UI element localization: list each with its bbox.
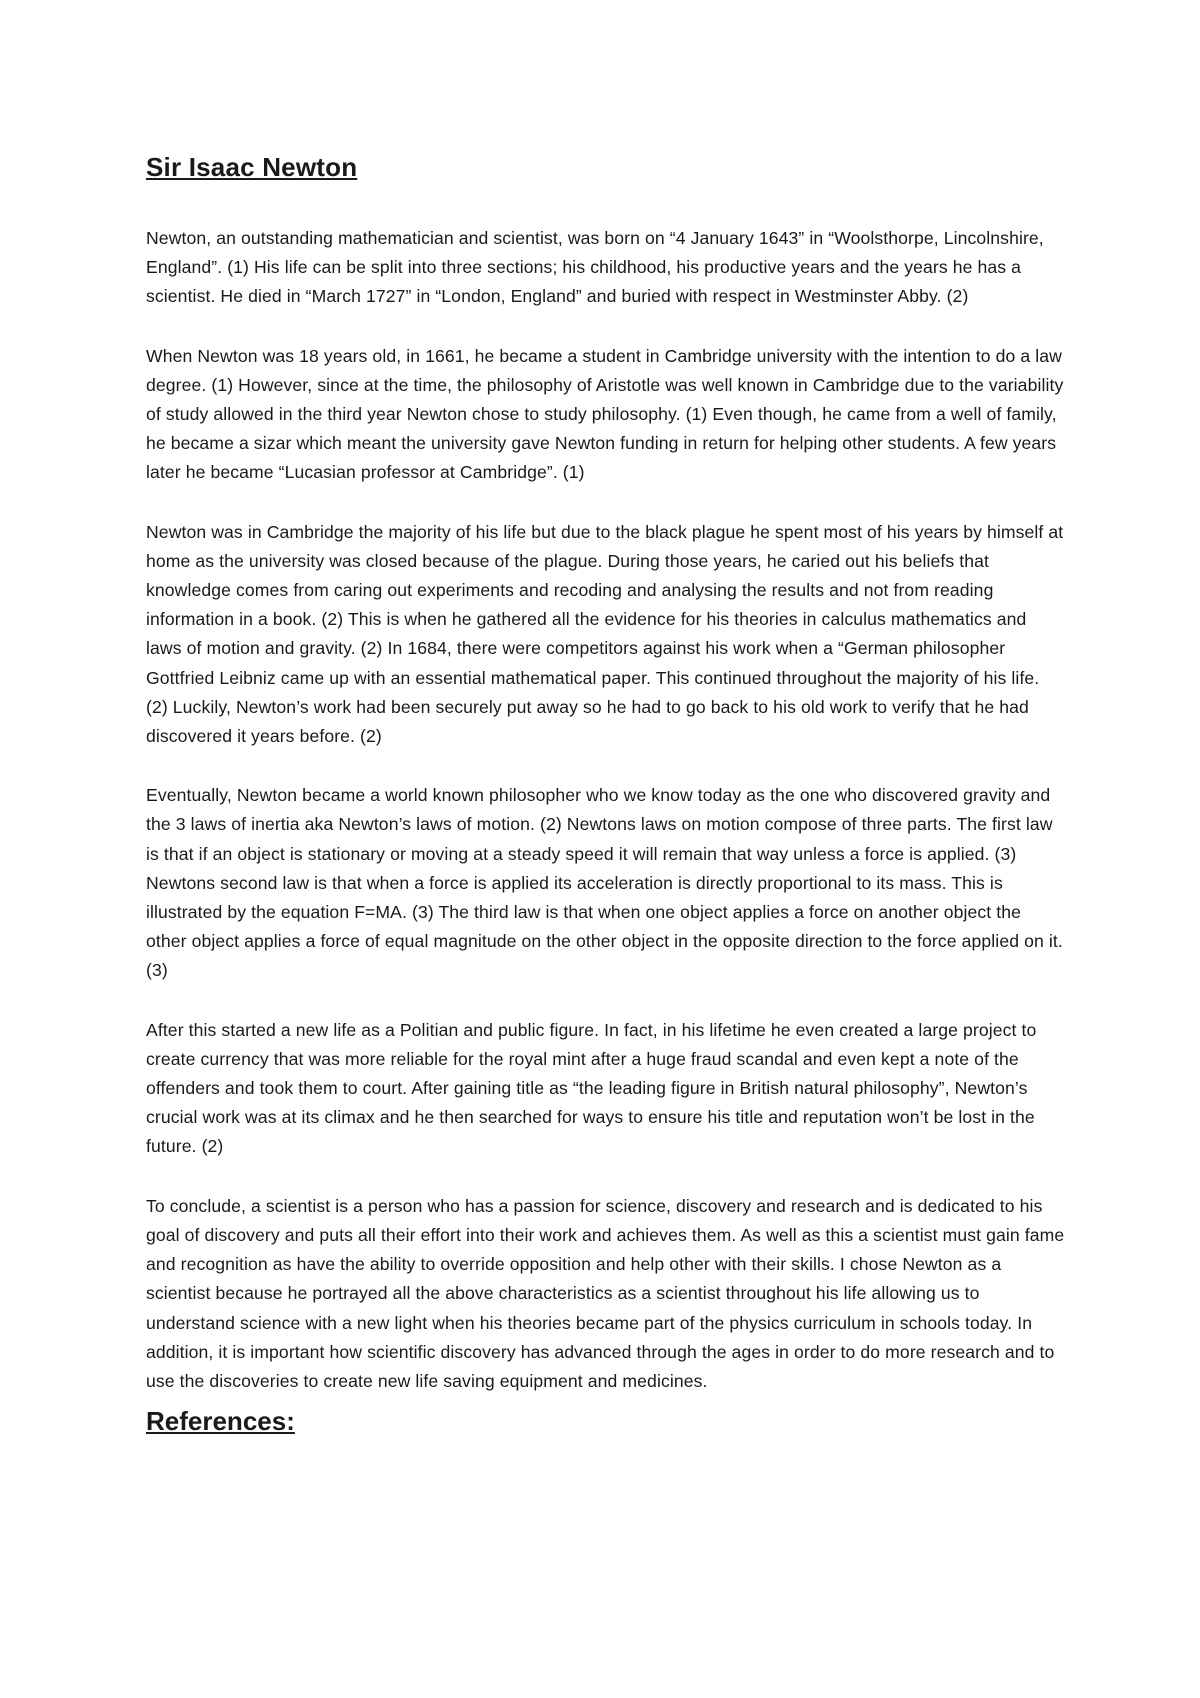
paragraph-laws-of-motion: Eventually, Newton became a world known philosopher who we know today as the one who discovered gravity and the 3 laws of inertia aka Newton’s laws of motion. (2) Newtons laws on motion compose of three parts. The first law is that if an object is stationary or moving at a steady speed it will remain that way unless a force is applied. (3) Newtons second law is that when a force is applied its acceleration is directly proportional to its mass. This is illustrated by the equation F=MA. (3) The third law is that when one object applies a force on another object the other object applies a force of equal magnitude on the other object in the opposite direction to the force applied on it. (3)	[146, 785, 1063, 981]
document-page	[146, 150, 1066, 1438]
paragraph-plague-years: Newton was in Cambridge the majority of his life but due to the black plague he spent most of his years by himself at home as the university was closed because of the plague. During those years, he caried out his beliefs that knowledge comes from caring out experiments and recoding and analysing the results and not from reading information in a book. (2) This is when he gathered all the evidence for his theories in calculus mathematics and laws of motion and gravity. (2) In 1684, there were competitors against his work when a “German philosopher Gottfried Leibniz came up with an essential mathematical paper. This continued throughout the majority of his life. (2) Luckily, Newton’s work had been securely put away so he had to go back to his old work to verify that he had discovered it years before. (2)	[146, 521, 1064, 747]
paragraph-intro: Newton, an outstanding mathematician and scientist, was born on “4 January 1643” in “Woolsthorpe, Lincolnshire, England”. (1) His life can be split into three sections; his childhood, his productive years and the years he has a scientist. He died in “March 1727” in “London, England” and buried with respect in Westminster Abby. (2)	[146, 228, 1044, 307]
paragraph-cambridge: When Newton was 18 years old, in 1661, he became a student in Cambridge university with the intention to do a law degree. (1) However, since at the time, the philosophy of Aristotle was well known in Cambridge due to the variability of study allowed in the third year Newton chose to study philosophy. (1) Even though, he came from a well of family, he became a sizar which meant the university gave Newton funding in return for helping other students. A few years later he became “Lucasian professor at Cambridge”. (1)	[146, 345, 1064, 483]
references-heading: References:	[146, 1406, 295, 1437]
document-title: Sir Isaac Newton	[146, 152, 358, 182]
paragraph-public-life: After this started a new life as a Politian and public figure. In fact, in his lifetime he even created a large project to create currency that was more reliable for the royal mint after a huge fraud scandal and even kept a note of the offenders and took them to court. After gaining title as “the leading figure in British natural philosophy”, Newton’s crucial work was at its climax and he then searched for ways to ensure his title and reputation won’t be lost in the future. (2)	[146, 1019, 1037, 1157]
paragraph-conclusion: To conclude, a scientist is a person who has a passion for science, discovery and research and is dedicated to his goal of discovery and puts all their effort into their work and achieves them. As well as this a scientist must gain fame and recognition as have the ability to override opposition and help other with their skills. I chose Newton as a scientist because he portrayed all the above characteristics as a scientist throughout his life allowing us to understand science with a new light when his theories became part of the physics curriculum in schools today. In addition, it is important how scientific discovery has advanced through the ages in order to do more research and to use the discoveries to create new life saving equipment and medicines.	[146, 1195, 1065, 1391]
